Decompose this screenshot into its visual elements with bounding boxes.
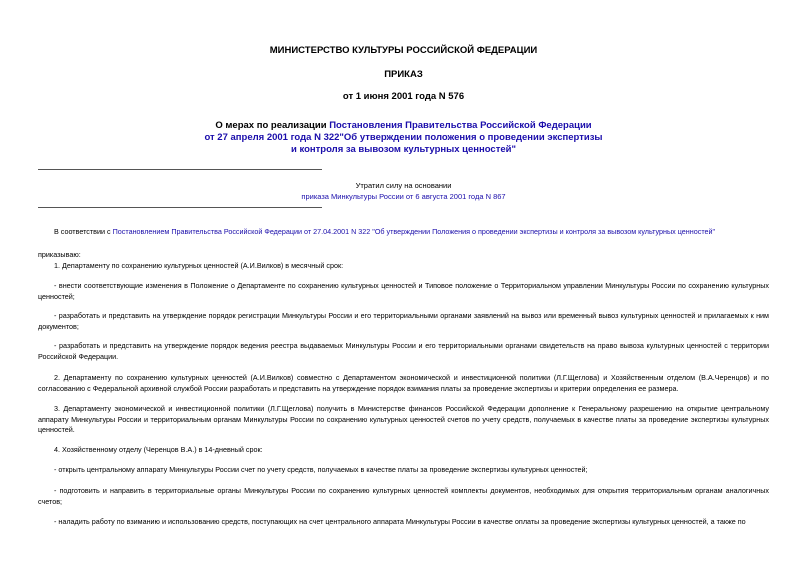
divider-top (38, 169, 322, 170)
paragraph-1: 1. Департаменту по сохранению культурных ценностей (А.И.Вилков) в месячный срок: (54, 261, 344, 270)
paragraph-order: приказываю: (38, 250, 81, 259)
document-title (0, 120, 807, 156)
date-number-heading: от 1 июня 2001 года N 576 (342, 91, 465, 102)
paragraph-1-c: - разработать и представить на утверждение порядок ведения реестра выдаваемых Минкультуры России и его территориальными органами свидетельств на право вывоза культурных ценностей с территории Российской Федерации. (38, 341, 769, 361)
paragraph-4-b: - подготовить и направить в территориальные органы Минкультуры России по сохранению культурных ценностей комплекты документов, необходимых для открытия территориальным органам аналогичных счетов; (38, 486, 769, 506)
title-prefix: О мерах по реализации (215, 120, 330, 131)
basis-prefix: В соответствии с (54, 227, 113, 236)
paragraph-1-a: - внести соответствующие изменения в Положение о Департаменте по сохранению культурных ценностей и Типовое положение о Территориальном управлении Минкультуры России по сохранению культурных ценностей; (38, 281, 769, 301)
doc-type-heading: ПРИКАЗ (384, 69, 423, 80)
title-link-line3[interactable]: и контроля за вывозом культурных ценностей" (290, 144, 516, 155)
paragraph-3: 3. Департаменту экономической и инвестиционной политики (Л.Г.Щеглова) получить в Министерстве финансов Российской Федерации дополнение к Генеральному разрешению на открытие центральному аппарату Минкультуры России и территориальным органам Минкультуры России по сохранению культурных ценностей счетов по учету средств, получаемых в качестве платы за проведение экспертизы культурных ценностей. (38, 404, 769, 435)
basis-link[interactable]: Постановлением Правительства Российской Федерации от 27.04.2001 N 322 "Об утверждении Положения о проведении экспертизы и контроля за вывозом культурных ценностей" (112, 227, 716, 236)
paragraph-1-b: - разработать и представить на утверждение порядок регистрации Минкультуры России и его территориальными органами заявлений на вывоз или временный вывоз культурных ценностей и прилагаемых к ним документов; (38, 311, 769, 331)
paragraph-4-c: - наладить работу по взиманию и использованию средств, поступающих на счет центрального аппарата Минкультуры России в качестве оплаты за проведение экспертизы культурных ценностей, а также по (54, 517, 746, 526)
paragraph-4-a: - открыть центральному аппарату Минкультуры России счет по учету средств, получаемых в качестве платы за проведение экспертизы культурных ценностей; (54, 465, 588, 474)
paragraph-4: 4. Хозяйственному отделу (Черенцов В.А.) в 14-дневный срок: (54, 445, 263, 454)
paragraph-2: 2. Департаменту по сохранению культурных ценностей (А.И.Вилков) совместно с Департаментом экономической и инвестиционной политики (Л.Г.Щеглова) и Хозяйственным отделом (В.А.Черенцов) и по согласованию с Федеральной архивной службой России разработать и представить на утверждение порядок взимания платы за проведение экспертизы и критерии определения ее размера. (38, 373, 769, 393)
repeal-note (0, 180, 807, 202)
paragraph-basis (38, 227, 769, 238)
ministry-heading: МИНИСТЕРСТВО КУЛЬТУРЫ РОССИЙСКОЙ ФЕДЕРАЦИИ (269, 45, 538, 56)
title-link-line1[interactable]: Постановления Правительства Российской Федерации (329, 120, 592, 131)
title-link-line2[interactable]: от 27 апреля 2001 года N 322"Об утверждении положения о проведении экспертизы (204, 132, 603, 143)
repeal-link[interactable]: приказа Минкультуры России от 6 августа 2001 года N 867 (301, 192, 506, 201)
repeal-text: Утратил силу на основании (355, 181, 452, 190)
divider-bottom (38, 207, 322, 208)
